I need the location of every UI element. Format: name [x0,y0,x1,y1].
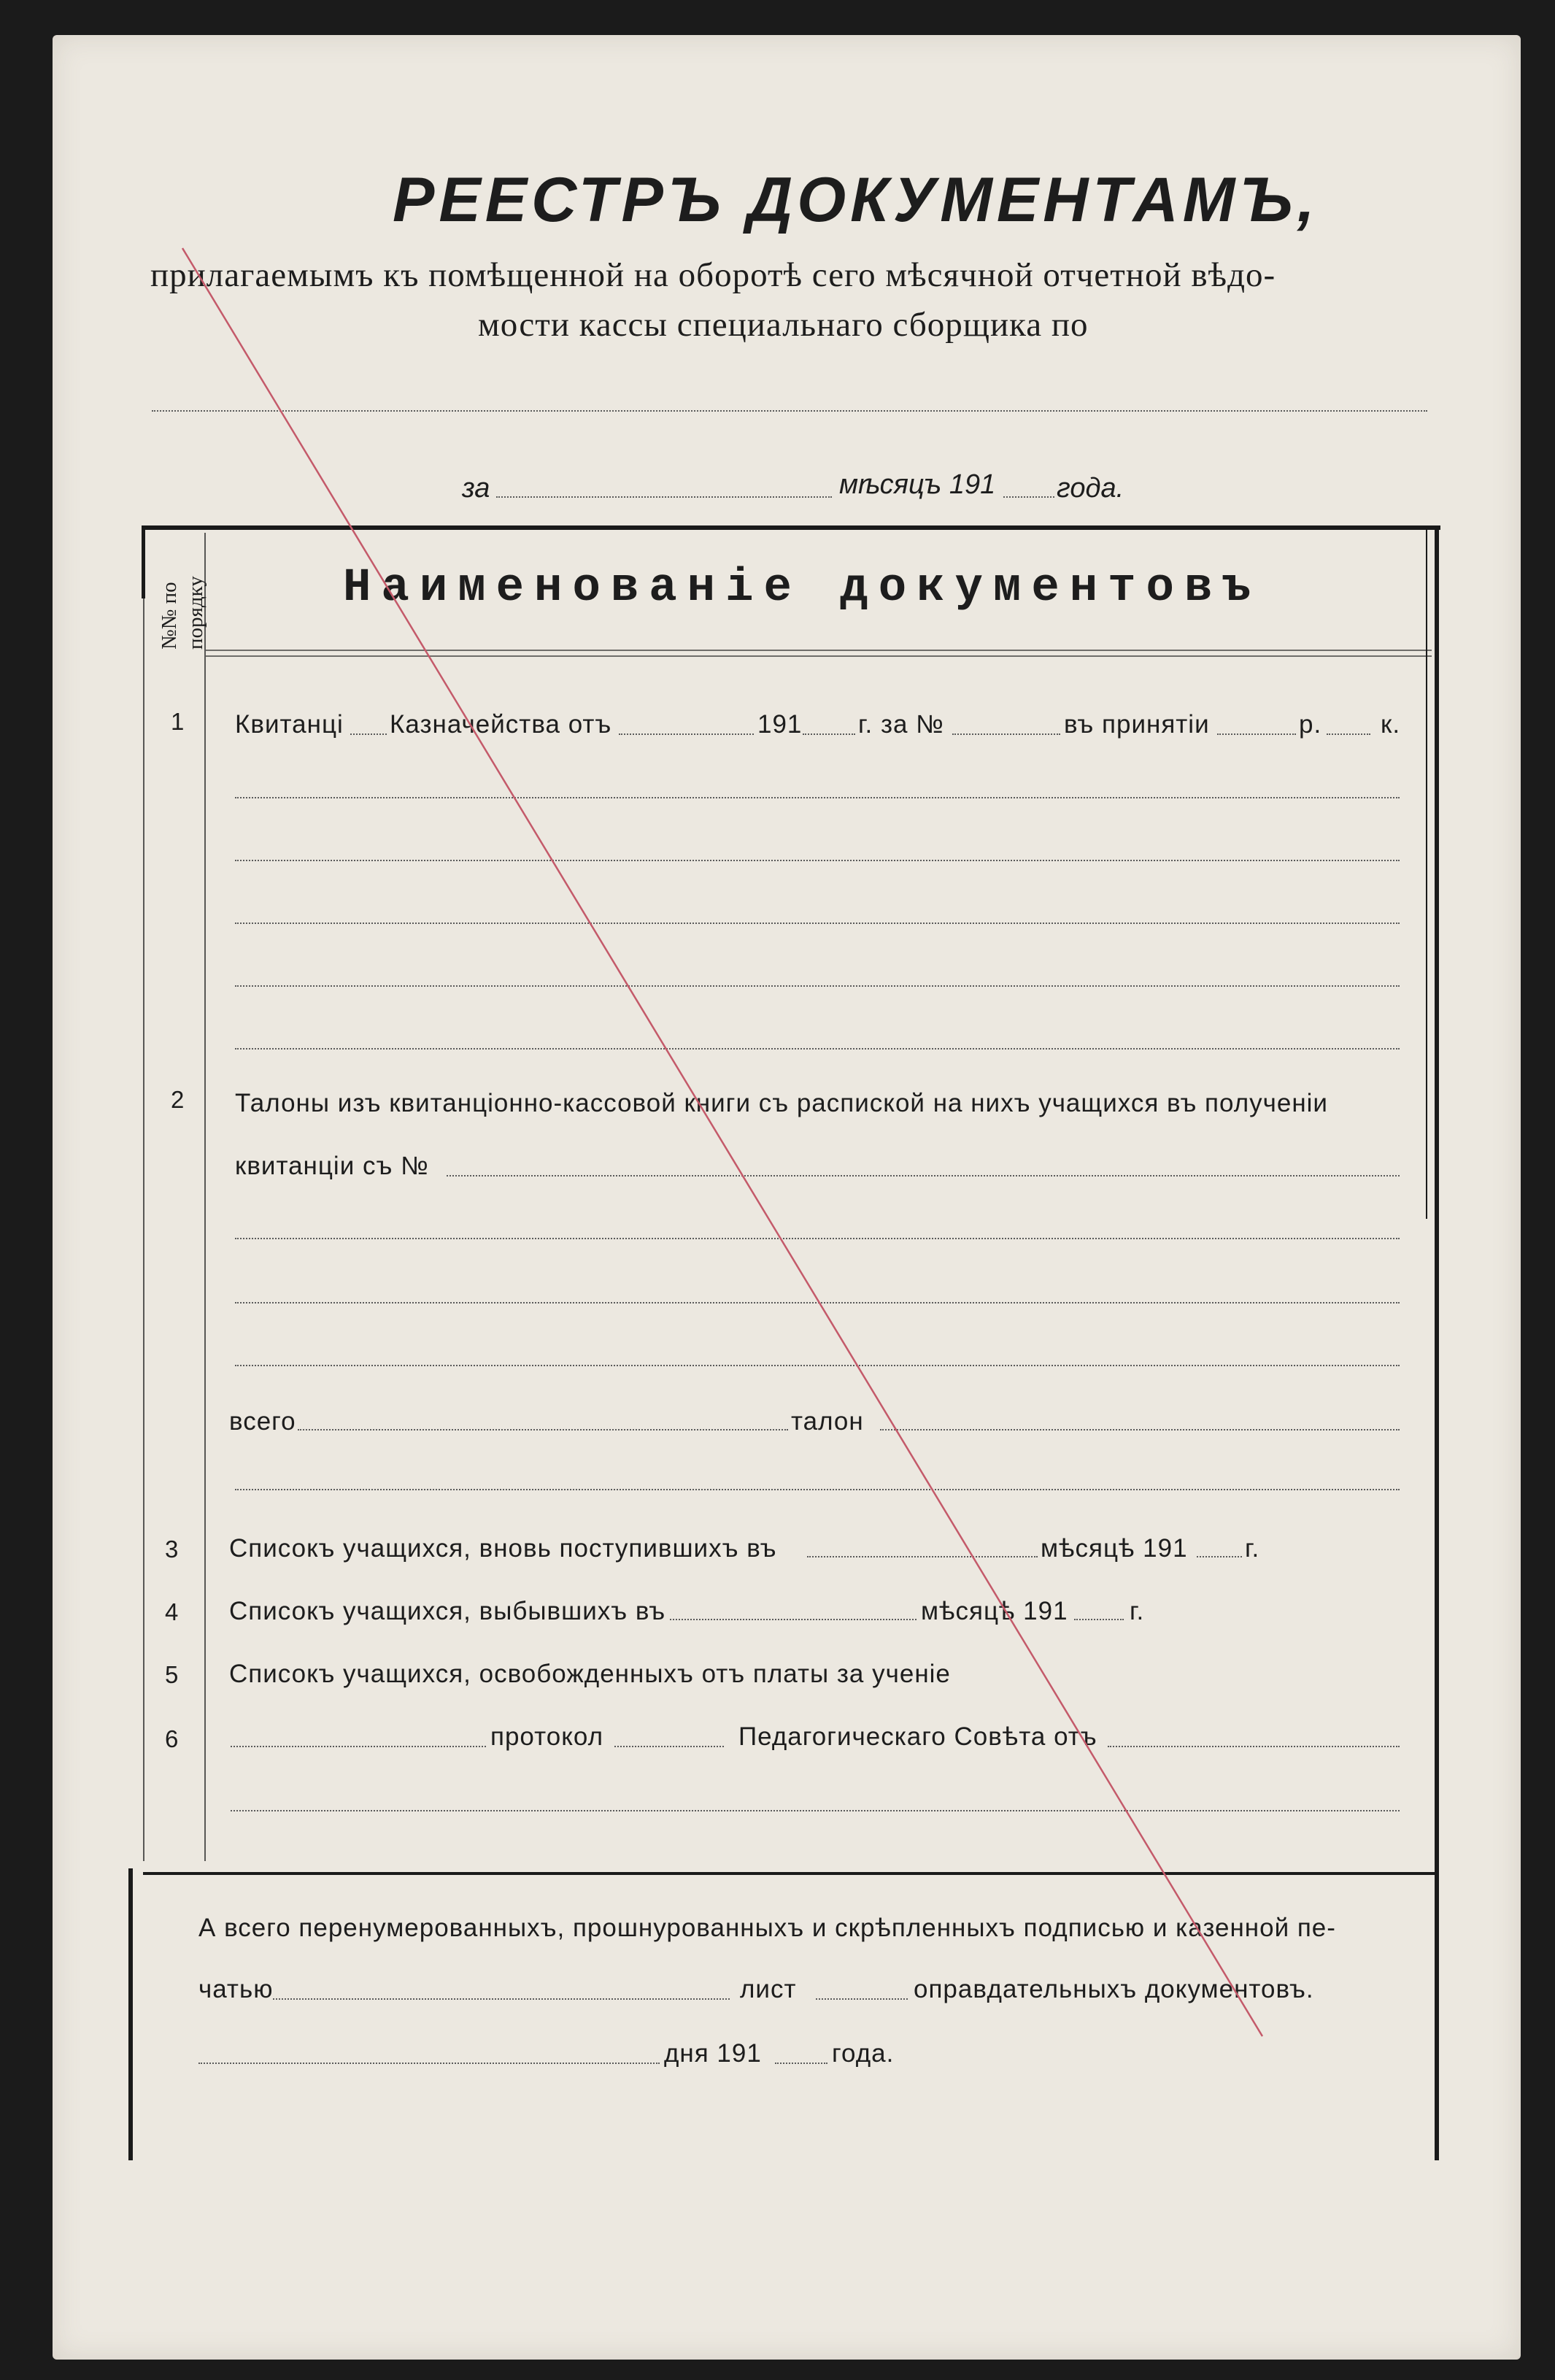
number-column-header-1: №№ по [158,582,181,650]
item-number-1: 1 [171,708,185,735]
item-number-5: 5 [165,1661,179,1688]
item1-text-d: г. за № [858,710,944,739]
item6-text-a: протокол [490,1722,604,1751]
name-column-header: Наименованіе документовъ [343,562,1261,615]
item-number-4: 4 [165,1598,179,1625]
item3-text-a: Списокъ учащихся, вновь поступившихъ въ [229,1534,777,1563]
item1-text-f: р. [1299,710,1322,739]
footer-line-2-b: лист [740,1975,797,2003]
footer-line-1: А всего перенумерованныхъ, прошнурованныхъ и скрѣпленныхъ подписью и казенной пе- [198,1914,1336,1942]
item3-text-c: г. [1245,1534,1260,1563]
item4-text-a: Списокъ учащихся, выбывшихъ въ [229,1597,666,1625]
footer-line-3-a: дня 191 [664,2039,762,2068]
number-column-header-2: порядку [184,576,207,650]
period-za: за [462,473,490,504]
item1-text-e: въ принятіи [1064,710,1210,739]
item2-line-1: Талоны изъ квитанціонно-кассовой книги съ распиской на нихъ учащихся въ полученіи [235,1089,1328,1117]
item2-total-label: всего [229,1407,296,1436]
item-number-2: 2 [171,1086,185,1113]
subtitle-line-2: мости кассы специальнаго сборщика по [478,306,1089,344]
item-number-6: 6 [165,1725,179,1752]
item1-text-a: Квитанці [235,710,344,739]
item6-text-b: Педагогическаго Совѣта отъ [738,1722,1097,1751]
item2-line-2: квитанціи съ № [235,1152,429,1180]
item5-text: Списокъ учащихся, освобожденныхъ отъ платы за ученіе [229,1660,951,1688]
item3-text-b: мѣсяцѣ 191 [1041,1534,1188,1563]
subtitle-line-1: прилагаемымъ къ помѣщенной на оборотѣ сего мѣсячной отчетной вѣдо- [150,256,1276,294]
period-month: мѣсяцъ 191 [839,469,996,500]
footer-line-2-a: чатью [198,1975,274,2003]
item1-text-c: 191 [757,710,803,739]
item4-text-c: г. [1130,1597,1145,1625]
document-title: РЕЕСТРЪ ДОКУМЕНТАМЪ, [393,165,1319,235]
item1-text-g: к. [1381,710,1401,739]
footer-line-3-b: года. [832,2039,895,2068]
item2-talon-label: талон [791,1407,864,1436]
footer-line-2-c: оправдательныхъ документовъ. [914,1975,1314,2003]
period-year: года. [1057,473,1124,504]
item-number-3: 3 [165,1536,179,1563]
item4-text-b: мѣсяцѣ 191 [921,1597,1068,1625]
item1-text-b: Казначейства отъ [390,710,612,739]
